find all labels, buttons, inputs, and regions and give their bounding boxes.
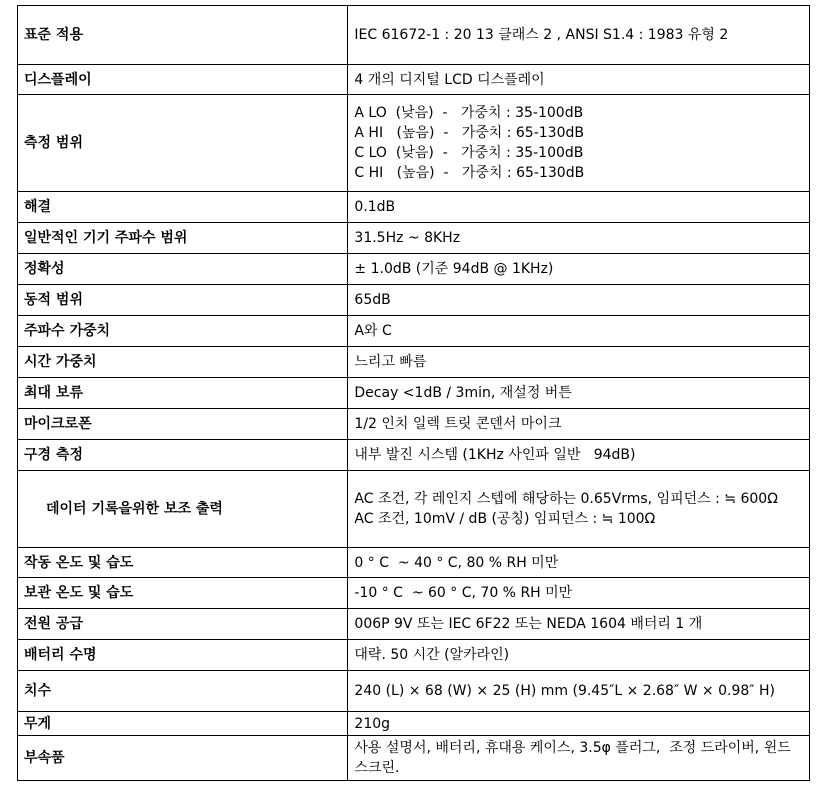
spec-value-line: 006P 9V 또는 IEC 6F22 또는 NEDA 1604 배터리 1 개	[354, 616, 703, 632]
spec-value	[348, 409, 810, 440]
spec-value-line: A와 C	[354, 323, 392, 339]
spec-value	[348, 440, 810, 471]
spec-row	[18, 65, 810, 95]
spec-row	[18, 378, 810, 409]
spec-label: 치수	[18, 671, 348, 712]
spec-label: 정확성	[18, 254, 348, 285]
spec-value-line: 대략. 50 시간 (알카라인)	[354, 647, 510, 663]
spec-label: 부속품	[18, 736, 348, 781]
spec-value-line: AC 조건, 각 레인지 스텝에 해당하는 0.65Vrms, 임피던스 : ≒ 600Ω	[354, 491, 778, 507]
spec-label: 마이크로폰	[18, 409, 348, 440]
spec-table-body	[18, 6, 810, 781]
spec-label: 표준 적용	[18, 6, 348, 65]
spec-value-line: 내부 발진 시스템 (1KHz 사인파 일반 94dB)	[354, 447, 636, 463]
spec-value	[348, 95, 810, 192]
spec-label: 보관 온도 및 습도	[18, 578, 348, 609]
spec-value-line: -10 ° C ~ 60 ° C, 70 % RH 미만	[354, 585, 573, 601]
spec-label: 주파수 가중치	[18, 316, 348, 347]
spec-value-line: 31.5Hz ~ 8KHz	[354, 230, 461, 246]
spec-row	[18, 223, 810, 254]
spec-row	[18, 609, 810, 640]
spec-value	[348, 223, 810, 254]
spec-value	[348, 254, 810, 285]
spec-value	[348, 347, 810, 378]
spec-value	[348, 471, 810, 548]
spec-label: 최대 보류	[18, 378, 348, 409]
spec-value-line: C LO (낮음) - 가중치 : 35-100dB	[354, 145, 584, 161]
spec-value	[348, 192, 810, 223]
spec-value-line: 느리고 빠름	[354, 354, 427, 370]
spec-row	[18, 192, 810, 223]
spec-label: 디스플레이	[18, 65, 348, 95]
spec-label: 구경 측정	[18, 440, 348, 471]
spec-value	[348, 671, 810, 712]
spec-row	[18, 578, 810, 609]
spec-label: 작동 온도 및 습도	[18, 548, 348, 578]
spec-value-line: 210g	[354, 715, 391, 732]
spec-value	[348, 548, 810, 578]
spec-label: 시간 가중치	[18, 347, 348, 378]
spec-value-line: 사용 설명서, 배터리, 휴대용 케이스, 3.5φ 플러그, 조정 드라이버, 윈드 스크린.	[354, 740, 796, 776]
spec-label: 일반적인 기기 주파수 범위	[18, 223, 348, 254]
spec-value	[348, 65, 810, 95]
spec-value-line: IEC 61672-1 : 20 13 클래스 2 , ANSI S1.4 : 1983 유형 2	[354, 27, 729, 43]
spec-value-line: ± 1.0dB (기준 94dB @ 1KHz)	[354, 261, 554, 277]
spec-value-line: 0.1dB	[354, 199, 396, 215]
spec-value-line: A HI (높음) - 가중치 : 65-130dB	[354, 125, 584, 141]
spec-value	[348, 736, 810, 781]
spec-label: 해결	[18, 192, 348, 223]
spec-value-line: 4 개의 디지털 LCD 디스플레이	[354, 71, 545, 88]
spec-row	[18, 285, 810, 316]
spec-value	[348, 712, 810, 736]
spec-value-line: C HI (높음) - 가중치 : 65-130dB	[354, 165, 585, 181]
spec-row	[18, 471, 810, 548]
spec-row	[18, 254, 810, 285]
spec-value	[348, 316, 810, 347]
spec-value-line: 65dB	[354, 292, 391, 308]
spec-row	[18, 736, 810, 781]
spec-label: 동적 범위	[18, 285, 348, 316]
spec-value	[348, 378, 810, 409]
spec-value	[348, 285, 810, 316]
spec-row	[18, 409, 810, 440]
spec-row	[18, 6, 810, 65]
spec-row	[18, 712, 810, 736]
spec-row	[18, 671, 810, 712]
spec-value-line: 0 ° C ~ 40 ° C, 80 % RH 미만	[354, 554, 559, 571]
spec-row	[18, 548, 810, 578]
spec-label: 측정 범위	[18, 95, 348, 192]
spec-value	[348, 578, 810, 609]
spec-row	[18, 95, 810, 192]
spec-value-line: AC 조건, 10mV / dB (공칭) 임피던스 : ≒ 100Ω	[354, 511, 656, 527]
spec-value	[348, 6, 810, 65]
spec-row	[18, 347, 810, 378]
spec-label: 무게	[18, 712, 348, 736]
spec-value	[348, 640, 810, 671]
spec-value-line: A LO (낮음) - 가중치 : 35-100dB	[354, 105, 584, 121]
spec-label: 데이터 기록을위한 보조 출력	[18, 471, 348, 548]
spec-label: 배터리 수명	[18, 640, 348, 671]
spec-label: 전원 공급	[18, 609, 348, 640]
spec-row	[18, 316, 810, 347]
spec-value	[348, 609, 810, 640]
spec-row	[18, 440, 810, 471]
spec-value-line: Decay <1dB / 3min, 재설정 버튼	[354, 385, 572, 401]
spec-value-line: 1/2 인치 일렉 트릿 콘덴서 마이크	[354, 416, 562, 432]
spec-value-line: 240 (L) × 68 (W) × 25 (H) mm (9.45″L × 2.68″ W × 0.98″ H)	[354, 683, 775, 699]
spec-table	[17, 5, 810, 781]
spec-row	[18, 640, 810, 671]
